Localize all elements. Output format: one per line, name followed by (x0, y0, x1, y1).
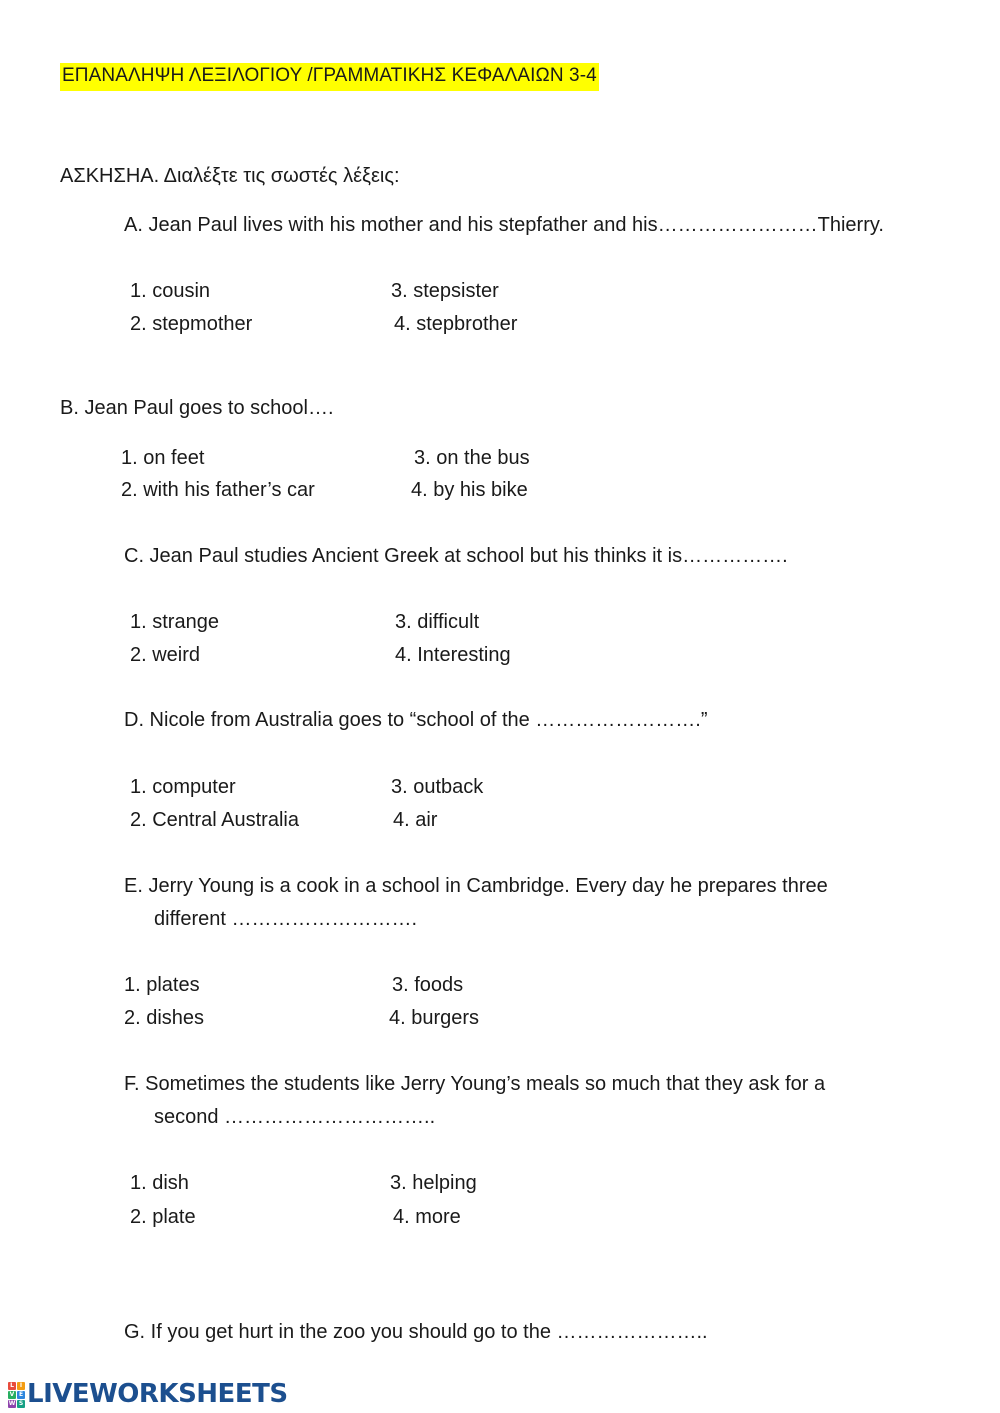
question-b-option-1: 1. on feet (121, 447, 205, 469)
question-f-option-4: 4. more (393, 1206, 461, 1228)
question-e-option-1: 1. plates (124, 974, 200, 996)
instruction-text: ΑΣΚΗΣΗΑ. Διαλέξτε τις σωστές λέξεις: (60, 165, 400, 187)
question-b-option-2: 2. with his father’s car (121, 479, 315, 501)
question-c-option-3: 3. difficult (395, 611, 480, 633)
question-f-option-1: 1. dish (130, 1172, 189, 1194)
question-c-prompt: C. Jean Paul studies Ancient Greek at school but his thinks it is……………. (124, 545, 788, 567)
question-a-option-1: 1. cousin (130, 280, 211, 302)
liveworksheets-logo[interactable] (8, 1378, 288, 1412)
question-e-option-4: 4. burgers (389, 1007, 480, 1029)
question-d-option-4: 4. air (393, 809, 438, 831)
question-a-option-3: 3. stepsister (391, 280, 499, 302)
question-g-prompt: G. If you get hurt in the zoo you should go to the ………………….. (124, 1321, 708, 1343)
question-a-prompt: A. Jean Paul lives with his mother and his stepfather and his……………………Thierry. (124, 214, 884, 236)
question-e-option-2: 2. dishes (124, 1007, 205, 1029)
question-d-option-3: 3. outback (391, 776, 484, 798)
question-e-option-3: 3. foods (392, 974, 464, 996)
question-d-option-1: 1. computer (130, 776, 236, 798)
logo-text: LIVEWORKSHEETS (27, 1379, 288, 1410)
question-d-option-2: 2. Central Australia (130, 809, 299, 831)
question-f-prompt-line-1: F. Sometimes the students like Jerry Young’s meals so much that they ask for a (124, 1073, 826, 1095)
question-c-option-1: 1. strange (130, 611, 219, 633)
page-title: ΕΠΑΝΑΛΗΨΗ ΛΕΞΙΛΟΓΙΟΥ /ΓΡΑΜΜΑΤΙΚΗΣ ΚΕΦΑΛΑΙΩΝ 3-4 (60, 63, 599, 91)
question-e-prompt-line-2: different ………………………. (154, 908, 418, 930)
question-d-prompt: D. Nicole from Australia goes to “school of the …………………….” (124, 709, 708, 731)
question-e-prompt-line-1: E. Jerry Young is a cook in a school in Cambridge. Every day he prepares three (124, 875, 828, 897)
question-f-option-2: 2. plate (130, 1206, 196, 1228)
question-a-option-2: 2. stepmother (130, 313, 253, 335)
logo-mark-icon: L I V E W S (8, 1382, 24, 1407)
question-f-prompt-line-2: second ………………………….. (154, 1106, 436, 1128)
question-f-option-3: 3. helping (390, 1172, 477, 1194)
question-b-prompt: B. Jean Paul goes to school…. (60, 397, 334, 419)
question-b-option-3: 3. on the bus (414, 447, 530, 469)
question-c-option-2: 2. weird (130, 644, 201, 666)
question-a-option-4: 4. stepbrother (394, 313, 518, 335)
question-b-option-4: 4. by his bike (411, 479, 528, 501)
question-c-option-4: 4. Interesting (395, 644, 511, 666)
